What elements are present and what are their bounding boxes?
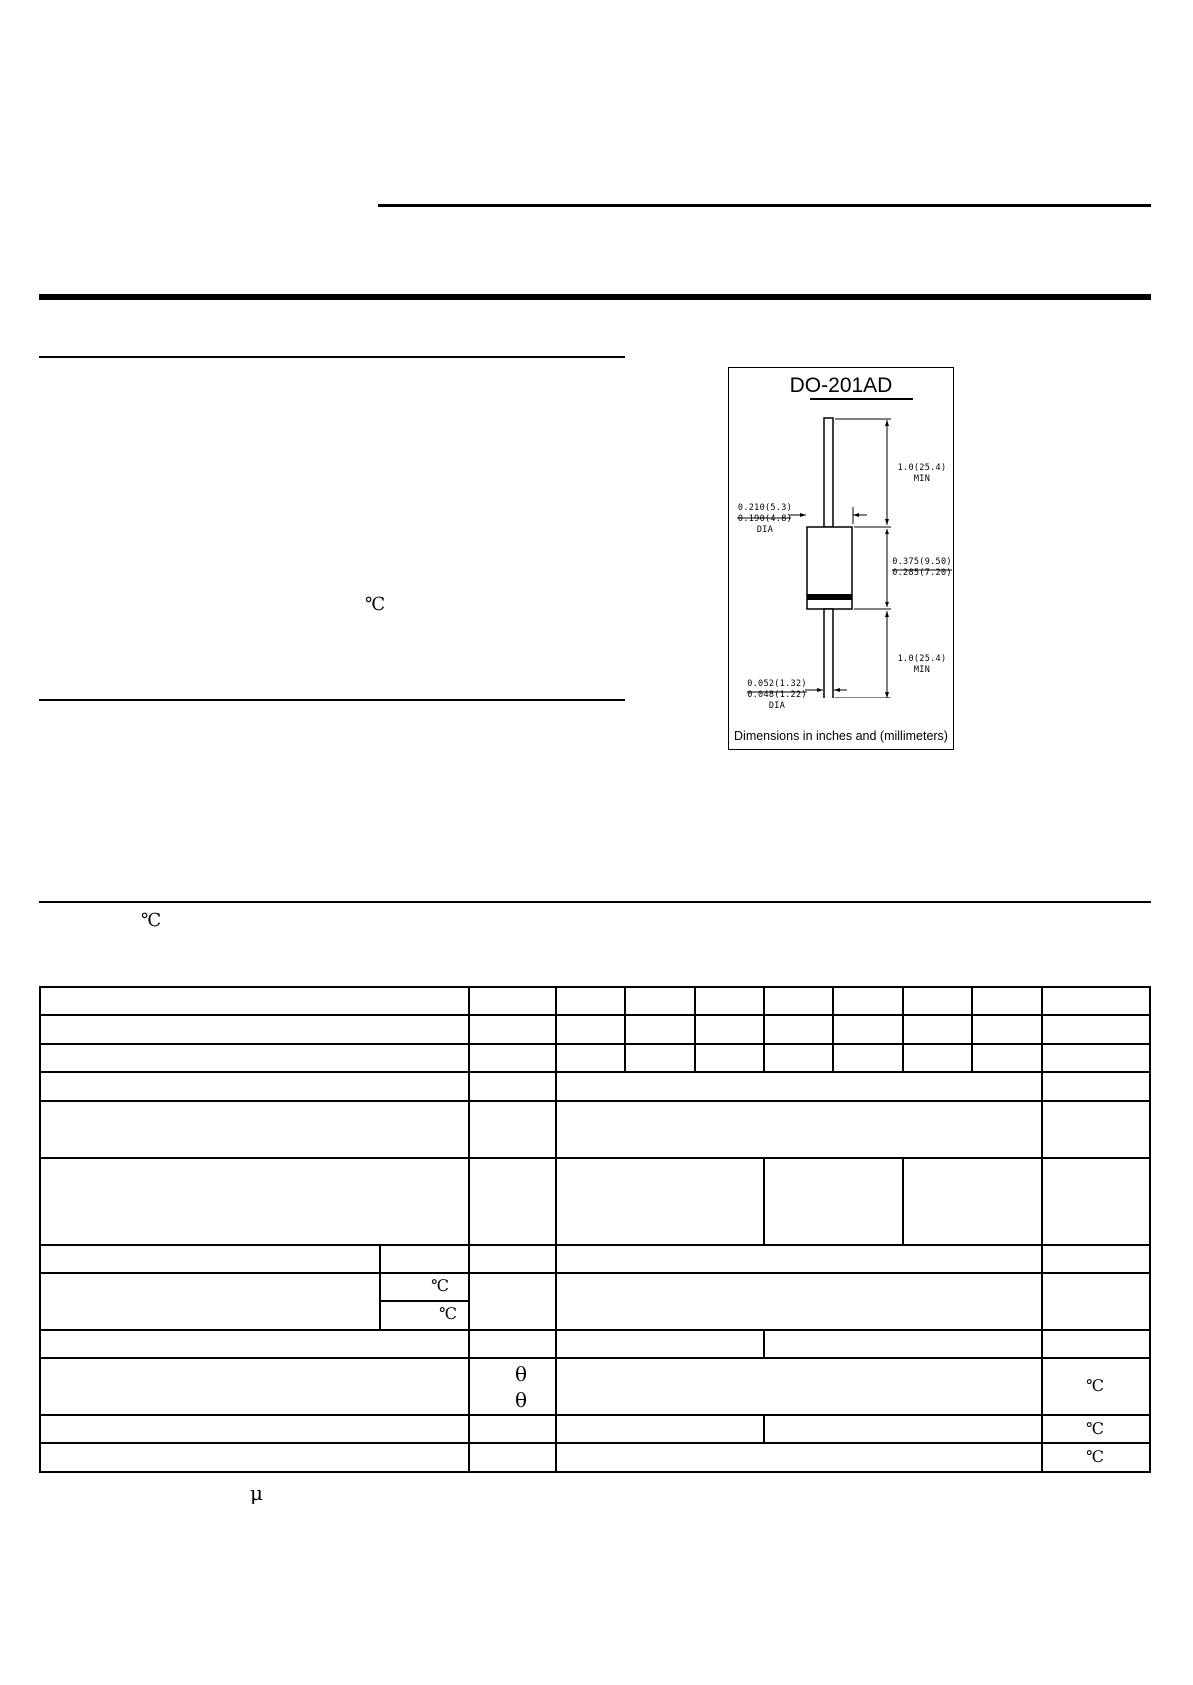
body-length-min: 0.285(7.20): [892, 568, 952, 578]
footnote-micro-symbol: μ: [250, 1481, 263, 1505]
table-row-line: [39, 1329, 1151, 1331]
header-rule-top: [378, 204, 1151, 207]
table-row-line: [39, 1043, 1151, 1045]
table-col-line: [468, 986, 470, 1473]
lead-length-top-label: [894, 463, 950, 485]
specifications-table: [39, 986, 1151, 1473]
header-rule-main: [39, 294, 1151, 300]
features-celsius-symbol: ℃: [365, 594, 386, 615]
table-row-line: [39, 1414, 1151, 1416]
table-col-line: [694, 986, 696, 1072]
table-theta-symbol: θ: [515, 1362, 528, 1386]
table-col-line: [624, 986, 626, 1072]
features-rule-top: [39, 356, 625, 358]
body-length-label: [892, 557, 952, 579]
table-col-line: [1041, 986, 1043, 1473]
table-celsius-symbol: ℃: [1086, 1447, 1104, 1466]
lead-length-top-note: MIN: [913, 474, 931, 484]
body-length-max: 0.375(9.50): [892, 557, 952, 567]
lead-length-bottom-note: MIN: [913, 665, 931, 675]
table-border-left: [39, 986, 41, 1473]
package-outline-diagram: [728, 367, 954, 750]
table-row-line: [39, 986, 1151, 988]
table-col-line: [763, 1329, 765, 1358]
table-row-line: [39, 1244, 1151, 1246]
table-row-line: [39, 1157, 1151, 1159]
body-diameter-note: DIA: [756, 525, 774, 535]
table-celsius-symbol: ℃: [1086, 1419, 1104, 1438]
features-rule-bottom: [39, 699, 625, 701]
table-celsius-symbol: ℃: [1086, 1376, 1104, 1395]
body-diameter-label: [736, 503, 794, 536]
lead-length-bottom-value: 1.0(25.4): [897, 654, 947, 664]
table-col-line: [763, 1157, 765, 1245]
lead-length-bottom-label: [894, 654, 950, 676]
table-celsius-symbol: ℃: [439, 1304, 457, 1323]
lead-length-top-value: 1.0(25.4): [897, 463, 947, 473]
lead-diameter-max: 0.052(1.32): [747, 679, 807, 689]
body-diameter-max: 0.210(5.3): [737, 503, 793, 513]
table-col-line: [971, 986, 973, 1072]
table-col-line: [379, 1244, 381, 1330]
table-row-line: [39, 1071, 1151, 1073]
lead-diameter-note: DIA: [768, 701, 786, 711]
table-border-right: [1149, 986, 1151, 1473]
lead-diameter-label: [746, 679, 808, 712]
table-row-line: [39, 1272, 1151, 1274]
package-title: DO-201AD: [789, 374, 893, 397]
table-row-line: [39, 1014, 1151, 1016]
table-theta-symbol: θ: [515, 1388, 528, 1412]
table-row-line: [39, 1357, 1151, 1359]
ratings-rule: [39, 901, 1151, 903]
package-caption: Dimensions in inches and (millimeters): [734, 729, 948, 743]
table-col-line: [763, 1414, 765, 1443]
table-col-line: [902, 1157, 904, 1245]
table-row-line: [39, 1442, 1151, 1444]
table-row-line: [39, 1100, 1151, 1102]
table-row-line: [39, 1471, 1151, 1473]
table-subrow-line: [379, 1300, 469, 1302]
table-col-line: [832, 986, 834, 1072]
table-col-line: [555, 986, 557, 1473]
table-celsius-symbol: ℃: [431, 1276, 449, 1295]
ratings-celsius-symbol: ℃: [141, 910, 162, 931]
table-col-line: [763, 986, 765, 1072]
body-diameter-min: 0.190(4.8): [737, 514, 793, 524]
lead-diameter-min: 0.048(1.22): [747, 690, 807, 700]
table-col-line: [902, 986, 904, 1072]
